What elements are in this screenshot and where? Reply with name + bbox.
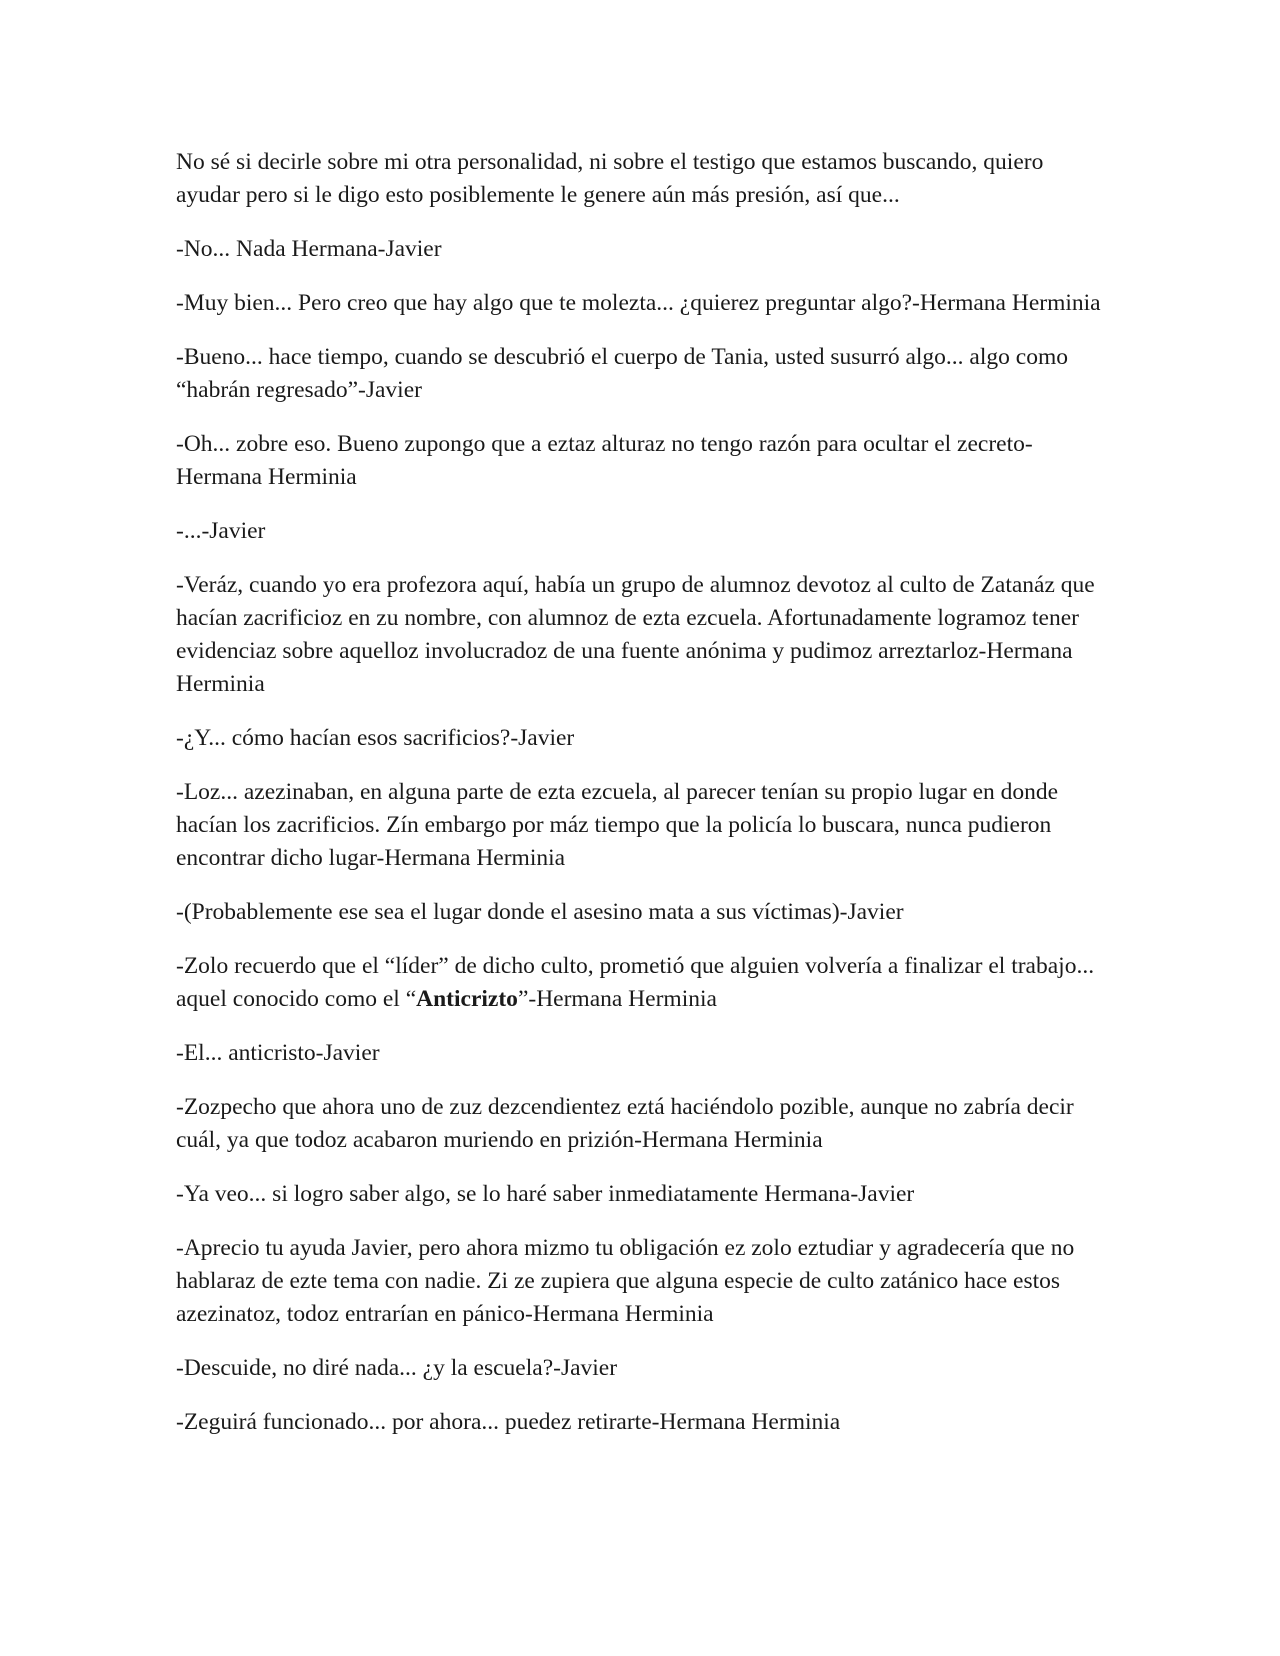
paragraph-1: No sé si decirle sobre mi otra personalidad, ni sobre el testigo que estamos buscando, quiero ayudar pero si le digo esto posiblemente le genere aún más presión, así que...	[176, 149, 1044, 208]
paragraph-9: -Loz... azezinaban, en alguna parte de ezta ezcuela, al parecer tenían su propio lugar en donde hacían los zacrificios. Zín embargo por máz tiempo que la policía lo buscara, nunca pudieron encontrar dicho lugar-Hermana Herminia	[176, 779, 1059, 871]
paragraph-6: -...-Javier	[176, 518, 266, 544]
paragraph-5: -Oh... zobre eso. Bueno zupongo que a eztaz alturaz no tengo razón para ocultar el zecreto-Hermana Herminia	[176, 431, 1033, 490]
paragraph-11-end: ”-Hermana Herminia	[517, 986, 717, 1012]
paragraph-3: -Muy bien... Pero creo que hay algo que te molezta... ¿quierez preguntar algo?-Hermana Herminia	[176, 290, 1101, 316]
paragraph-12: -El... anticristo-Javier	[176, 1040, 380, 1066]
paragraph-8: -¿Y... cómo hacían esos sacrificios?-Javier	[176, 725, 575, 751]
paragraph-11-start: -Zolo recuerdo que el “líder” de dicho culto, prometió que alguien volvería a finalizar el trabajo... aquel conocido como el “	[176, 953, 1095, 1012]
paragraph-10: -(Probablemente ese sea el lugar donde el asesino mata a sus víctimas)-Javier	[176, 899, 904, 925]
paragraph-16: -Descuide, no diré nada... ¿y la escuela?-Javier	[176, 1355, 618, 1381]
paragraph-11	[176, 950, 1106, 1016]
paragraph-11-bold: Anticrizto	[416, 986, 518, 1012]
paragraph-4: -Bueno... hace tiempo, cuando se descubrió el cuerpo de Tania, usted susurró algo... algo como “habrán regresado”-Javier	[176, 344, 1068, 403]
paragraph-17: -Zeguirá funcionado... por ahora... puedez retirarte-Hermana Herminia	[176, 1409, 841, 1435]
document-body	[176, 146, 1106, 1460]
paragraph-2: -No... Nada Hermana-Javier	[176, 236, 442, 262]
paragraph-7: -Veráz, cuando yo era profezora aquí, había un grupo de alumnoz devotoz al culto de Zatanáz que hacían zacrificioz en zu nombre, con alumnoz de ezta ezcuela. Afortunadamente logramoz tener evidenciaz sobre aquelloz involucradoz de una fuente anónima y pudimoz arreztarloz-Hermana Herminia	[176, 572, 1095, 697]
paragraph-15: -Aprecio tu ayuda Javier, pero ahora mizmo tu obligación ez zolo eztudiar y agradecería que no hablaraz de ezte tema con nadie. Zi ze zupiera que alguna especie de culto zatánico hace estos azezinatoz, todoz entrarían en pánico-Hermana Herminia	[176, 1235, 1075, 1327]
paragraph-14: -Ya veo... si logro saber algo, se lo haré saber inmediatamente Hermana-Javier	[176, 1181, 915, 1207]
paragraph-13: -Zozpecho que ahora uno de zuz dezcendientez eztá haciéndolo pozible, aunque no zabría decir cuál, ya que todoz acabaron muriendo en prizión-Hermana Herminia	[176, 1094, 1074, 1153]
